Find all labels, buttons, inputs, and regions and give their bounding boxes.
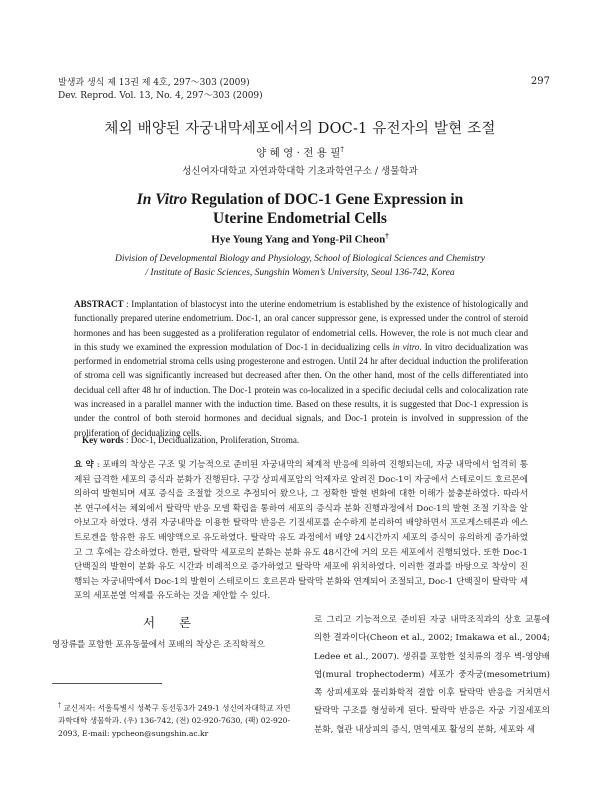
keywords-label: Key words (82, 435, 124, 445)
page-number: 297 (530, 76, 550, 87)
title-english-italic: In Vitro (136, 191, 188, 208)
footnote-text: 교신저자: 서울특별시 성북구 동선동3가 249-1 성신여자대학교 자연과학대학 생물학과. (우) 136-742, (전) 02-920-7630, (팩) 02-920-2093, E-mail: ypcheon@sungshin.ac.kr (58, 703, 291, 738)
title-english (40, 190, 560, 228)
corresponding-mark-en: † (385, 232, 389, 240)
title-english-line1: Regulation of DOC-1 Gene Expression in (187, 191, 464, 208)
abstract-text-2: . In vitro decidualization was performed in endometrial stroma cells using progesterone and estrogen. Until 24 hr after decidual induction the proliferation of stroma cell was significantly increased but decreased after then. On the other hand, most of the cells differentiated into decidual cell after 48 hr of induction. The Doc-1 protein was co-localized in a specific deciudal cells and colocalization rate was increased in a parallel manner with the induction time. Based on these results, it is suggested that Doc-1 expression is under the control of both steroid hormones and decidual signals, and Doc-1 protein is involved in suppression of the proliferation of decidualizing cells. (74, 341, 528, 438)
footnote-mark: † (58, 702, 61, 709)
footnote (58, 700, 294, 740)
korean-summary (74, 458, 528, 604)
abstract-text-1: : Implantation of blastocyst into the uterine endometrium is established by the existence of histologically and functionally prepared uterine endometrium. Doc-1, an oral cancer suppressor gene, is expressed under the control of steroid hormones and has been suggested as a proliferation regulator of endometrial cells. However, the role is not much clear and in this study we examined the expression modulation of Doc-1 in decidualizing cells (74, 299, 528, 352)
affiliation-english (40, 252, 560, 280)
authors-korean-names: 양 혜 영 · 전 용 필 (256, 147, 341, 159)
introduction-right-column: 로 그리고 기능적으로 준비된 자궁 내막조직과의 상호 교통에 의한 결과이다(Cheon et al., 2002; Imakawa et al., 2004; Ledee et al., 2007). 생쥐를 포함한 설치류의 경우 벽-영양배엽(mural trophectoderm) 세포가 중자궁(mesometrium)쪽 상피세포와 물리화학적 결합 이후 탈락막 반응을 거치면서 탈락막 구조를 형성하게 된다. 탈락막 반응은 자궁 기질세포의 분화, 혈관 내상피의 증식, 면역세포 활성의 분화, 세포와 세 (314, 615, 550, 735)
title-korean: 체외 배양된 자궁내막세포에서의 DOC-1 유전자의 발현 조절 (104, 121, 496, 137)
abstract-in-vitro: in vitro (392, 341, 420, 352)
keywords (82, 435, 528, 445)
abstract (74, 297, 528, 440)
journal-citation (58, 77, 263, 103)
korean-summary-label: 요 약 (74, 460, 94, 470)
section-heading-introduction: 서 론 (142, 615, 202, 630)
affiliation-english-line1: Division of Developmental Biology and Physiology, School of Biological Sciences and Chemistry (115, 254, 485, 264)
journal-citation-en: Dev. Reprod. Vol. 13, No. 4, 297～303 (2009) (58, 91, 263, 101)
abstract-label: ABSTRACT (74, 299, 124, 309)
corresponding-mark: † (340, 145, 344, 154)
keywords-text: : Doc-1, Decidualization, Proliferation, Stroma. (123, 435, 300, 445)
journal-citation-kr: 발생과 생식 제 13권 제 4호, 297～303 (2009) (58, 78, 250, 88)
introduction-left-column: 영장류를 포함한 포유동물에서 포배의 착상은 조직학적으 (52, 640, 265, 650)
affiliation-korean: 성신여자대학교 자연과학대학 기초과학연구소 / 생물학과 (182, 166, 418, 177)
footnote-divider (52, 683, 162, 684)
korean-summary-text: : 포배의 착상은 구조 및 기능적으로 준비된 자궁내막의 체계적 반응에 의하여 진행되는데, 자궁 내막에서 엄격히 통제된 급격한 세포의 증식과 분화가 진행된다. 구강 상피세포암의 억제자로 알려진 Doc-1이 자궁에서 스테로이드 호르몬에 의하여 발현되며 세포 증식을 조절할 것으로 추정되어 왔으나, 그 정확한 발현 변화에 대한 이해가 불충분하였다. 따라서 본 연구에서는 체외에서 탈락막 반응 모델 확립을 통하여 세포의 증식과 분화 진행과정에서 Doc-1의 발현 조절 기작을 알아보고자 하였다. 생쥐 자궁내막을 이용한 탈락막 반응은 기질세포를 순수하게 분리하여 배양하면서 프로게스테론과 에스트로겐을 함유한 유도 배양액으로 유도하였다. 탈락막 유도 과정에서 배양 24시간까지 세포의 증식이 유의하게 증가하였고 그 후에는 감소하였다. 한편, 탈락막 세포로의 분화는 분화 유도 48시간에 거의 모든 세포에서 진행되었다. 또한 Doc-1 단백질의 발현이 분화 유도 시간과 비례적으로 증가하였고 탈락막 세포에 위치하였다. 이러한 결과를 바탕으로 착상이 진행되는 자궁내막에서 Doc-1의 발현이 스테로이드 호르몬과 탈락막 분화와 연계되어 조절되고, Doc-1 단백질이 탈락막 세포의 세포분열 억제를 유도하는 것을 제안할 수 있다. (74, 460, 529, 602)
authors-korean (40, 145, 560, 160)
title-english-line2: Uterine Endometrial Cells (213, 210, 387, 227)
authors-english-names: Hye Young Yang and Yong-Pil Cheon (211, 233, 386, 246)
authors-english (40, 232, 560, 246)
affiliation-english-line2: / Institute of Basic Sciences, Sungshin Women’s University, Seoul 136-742, Korea (145, 268, 455, 278)
